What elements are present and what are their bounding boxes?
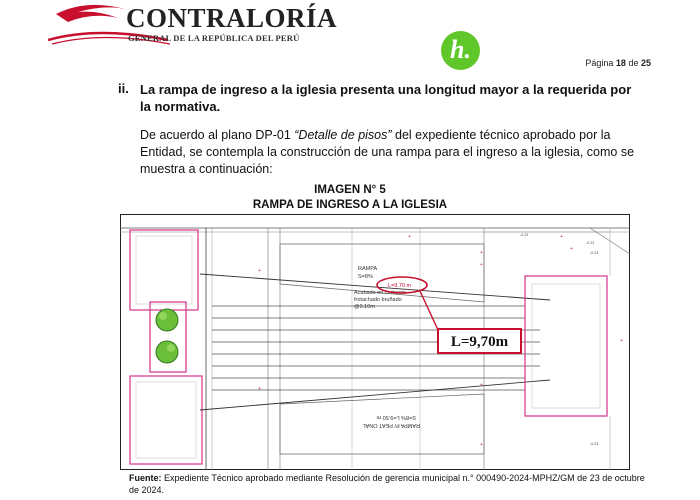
plan-ramp-top: RAMPA	[358, 266, 378, 272]
plan-finish-1: Acabado en cemento	[354, 290, 406, 296]
svg-text:-0.23: -0.23	[590, 442, 599, 446]
plan-finish-2: frotachado bruñado	[354, 297, 402, 303]
section-number: ii.	[118, 81, 129, 96]
badge-icon: h.	[441, 31, 480, 70]
figure-title: RAMPA DE INGRESO A LA IGLESIA	[252, 199, 448, 211]
svg-text:+: +	[620, 338, 623, 344]
plan-ramp-bottom: RAMPA P/ PEAT ONAL	[362, 422, 420, 428]
body-paragraph	[140, 127, 635, 178]
svg-text:-0.23: -0.23	[520, 233, 529, 237]
svg-text:+: +	[560, 234, 563, 240]
section-title: La rampa de ingreso a la iglesia presenta una longitud mayor a la requerida por la normativa.	[140, 82, 632, 114]
svg-text:+: +	[258, 268, 261, 274]
page-label: Página	[585, 58, 614, 68]
svg-text:+: +	[480, 382, 483, 388]
org-name: CONTRALORÍA	[126, 3, 338, 33]
svg-text:-0.23: -0.23	[586, 241, 595, 245]
plan-finish-3: @0.10m	[354, 304, 375, 310]
page-current: 18	[615, 58, 626, 68]
figure-caption	[129, 472, 649, 496]
svg-text:-0.23: -0.23	[590, 251, 599, 255]
paragraph-part2: del expediente técnico aprobado por la Entidad, se contempla la construcción de una rampa para el ingreso a la iglesia, como se muestra a continuación:	[140, 128, 635, 176]
svg-text:+: +	[480, 250, 483, 256]
caption-text: Expediente Técnico aprobado mediante Resolución de gerencia municipal n.° 000490-2024-MPHZ/GM de 23 de octubre de 2024.	[129, 473, 645, 495]
length-callout: L=9,70m	[437, 328, 522, 354]
svg-text:+: +	[480, 442, 483, 448]
page-total: 25	[640, 58, 651, 68]
paragraph-part1: De acuerdo al plano DP-01	[140, 128, 295, 142]
svg-text:+: +	[258, 386, 261, 392]
plan-slope-top: S=8%	[358, 274, 373, 280]
plan-length-bottom: S=8% L=9.50 m	[376, 414, 416, 420]
page-number	[585, 58, 651, 68]
page-of: de	[628, 58, 639, 68]
svg-text:+: +	[570, 246, 573, 252]
paragraph-emphasis: “Detalle de pisos”	[294, 128, 392, 142]
caption-label: Fuente:	[129, 473, 162, 483]
org-subtitle: GENERAL DE LA REPÚBLICA DEL PERÚ	[128, 33, 300, 43]
svg-text:+: +	[480, 262, 483, 268]
contraloria-logo	[48, 0, 338, 52]
svg-text:+: +	[408, 234, 411, 240]
ramp-floor-plan	[120, 214, 630, 470]
figure-number: IMAGEN N° 5	[314, 184, 386, 196]
plan-length-top: L=9.70 m	[388, 283, 412, 289]
